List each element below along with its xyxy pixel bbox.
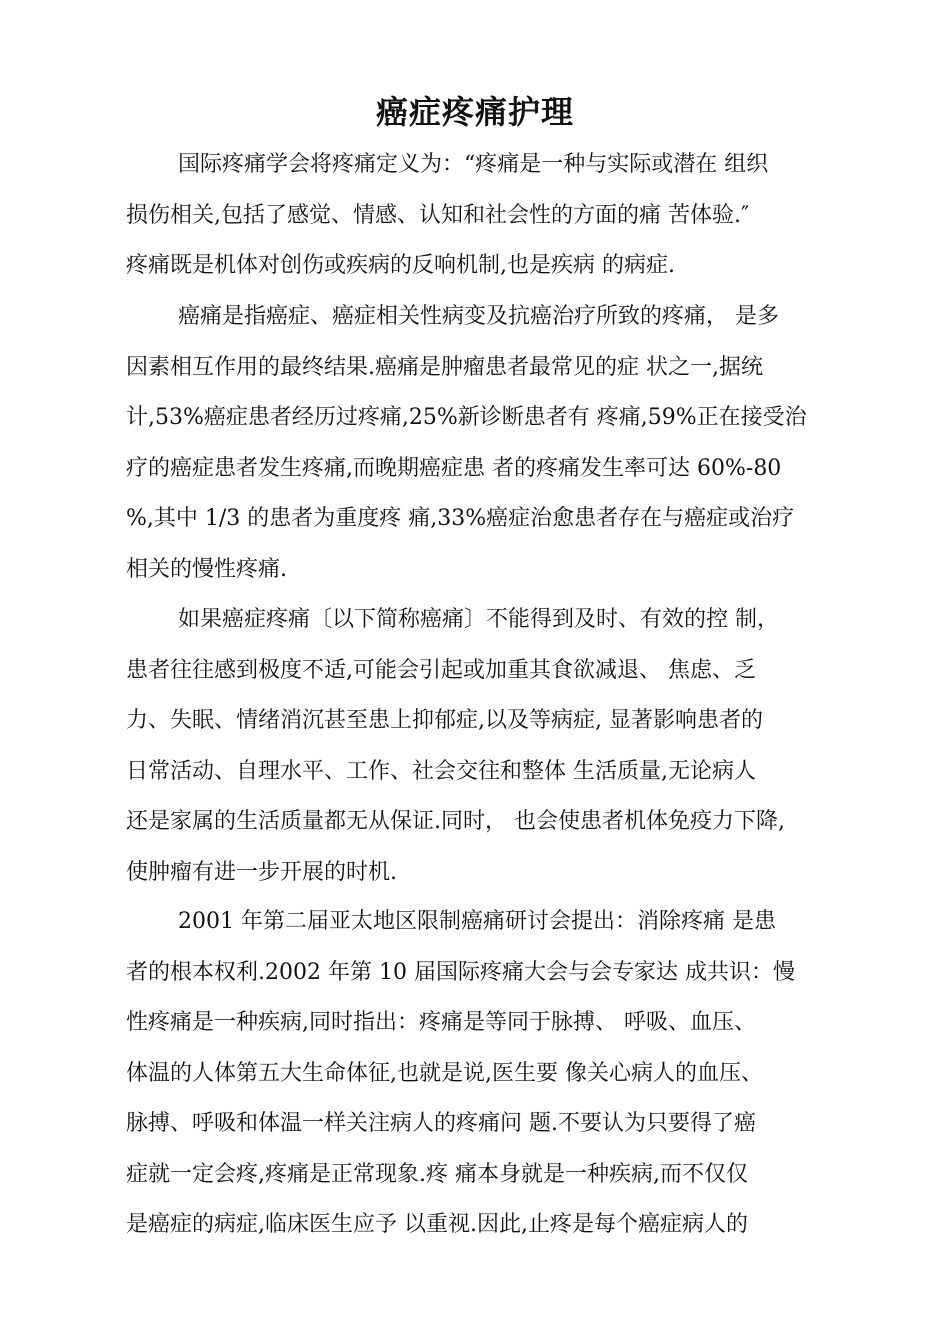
paragraph-line: 计,53%癌症患者经历过疼痛,25%新诊断患者有 疼痛,59%正在接受治 <box>126 405 807 430</box>
paragraph-line: 癌痛是指癌症、癌症相关性病变及抗癌治疗所致的疼痛， 是多 <box>178 304 779 329</box>
paragraph-line: 脉搏、呼吸和体温一样关注病人的疼痛问 题.不要认为只要得了癌 <box>126 1111 756 1136</box>
paragraph-line: 者的根本权利.2002 年第 10 届国际疼痛大会与会专家达 成共识：慢 <box>126 959 795 985</box>
paragraph-line: 力、失眠、情绪消沉甚至患上抑郁症,以及等病症, 显著影响患者的 <box>126 708 763 733</box>
paragraph-pain-impact <box>126 595 836 898</box>
paragraph-line: 因素相互作用的最终结果.癌痛是肿瘤患者最常见的症 状之一,据统 <box>126 354 763 380</box>
paragraph-line: 国际疼痛学会将疼痛定义为：“疼痛是一种与实际或潜在 组织 <box>178 152 769 177</box>
paragraph-cancer-pain-definition <box>126 292 836 595</box>
paragraph-line: 使肿瘤有进一步开展的时机. <box>126 859 397 885</box>
paragraph-line: 如果癌症疼痛〔以下简称癌痛〕不能得到及时、有效的控 制， <box>178 607 779 632</box>
paragraph-line: 是癌症的病症,临床医生应予 以重视.因此,止疼是每个癌症病人的 <box>126 1212 748 1237</box>
paragraph-line: 日常活动、自理水平、工作、社会交往和整体 生活质量,无论病人 <box>126 758 756 784</box>
paragraph-line: 损伤相关,包括了感觉、情感、认知和社会性的方面的痛 苦体验.″ <box>126 202 750 228</box>
paragraph-line: 疼痛既是机体对创伤或疾病的反响机制,也是疾病 的病症. <box>126 253 675 278</box>
paragraph-line: 还是家属的生活质量都无从保证.同时， 也会使患者机体免疫力下降, <box>126 809 785 834</box>
paragraph-line: 体温的人体第五大生命体征,也就是说,医生要 像关心病人的血压、 <box>126 1060 763 1086</box>
paragraph-line: 症就一定会疼,疼痛是正常现象.疼 痛本身就是一种疾病,而不仅仅 <box>126 1161 748 1187</box>
paragraph-line: 2001 年第二届亚太地区限制癌痛研讨会提出：消除疼痛 是患 <box>178 909 776 934</box>
paragraph-line: %,其中 1/3 的患者为重度疼 痛,33%癌症治愈患者存在与癌症或治疗 <box>126 506 795 531</box>
paragraph-line: 疗的癌症患者发生疼痛,而晚期癌症患 者的疼痛发生率可达 60%-80 <box>126 455 782 481</box>
paragraph-pain-definition <box>126 140 836 292</box>
paragraph-line: 相关的慢性疼痛. <box>126 556 287 582</box>
paragraph-line: 患者往往感到极度不适,可能会引起或加重其食欲减退、 焦虑、乏 <box>126 657 756 683</box>
paragraph-line: 性疼痛是一种疾病,同时指出：疼痛是等同于脉搏、 呼吸、血压、 <box>126 1010 756 1035</box>
document-title: 癌症疼痛护理 <box>375 93 574 131</box>
paragraph-conference-consensus <box>126 897 836 1251</box>
